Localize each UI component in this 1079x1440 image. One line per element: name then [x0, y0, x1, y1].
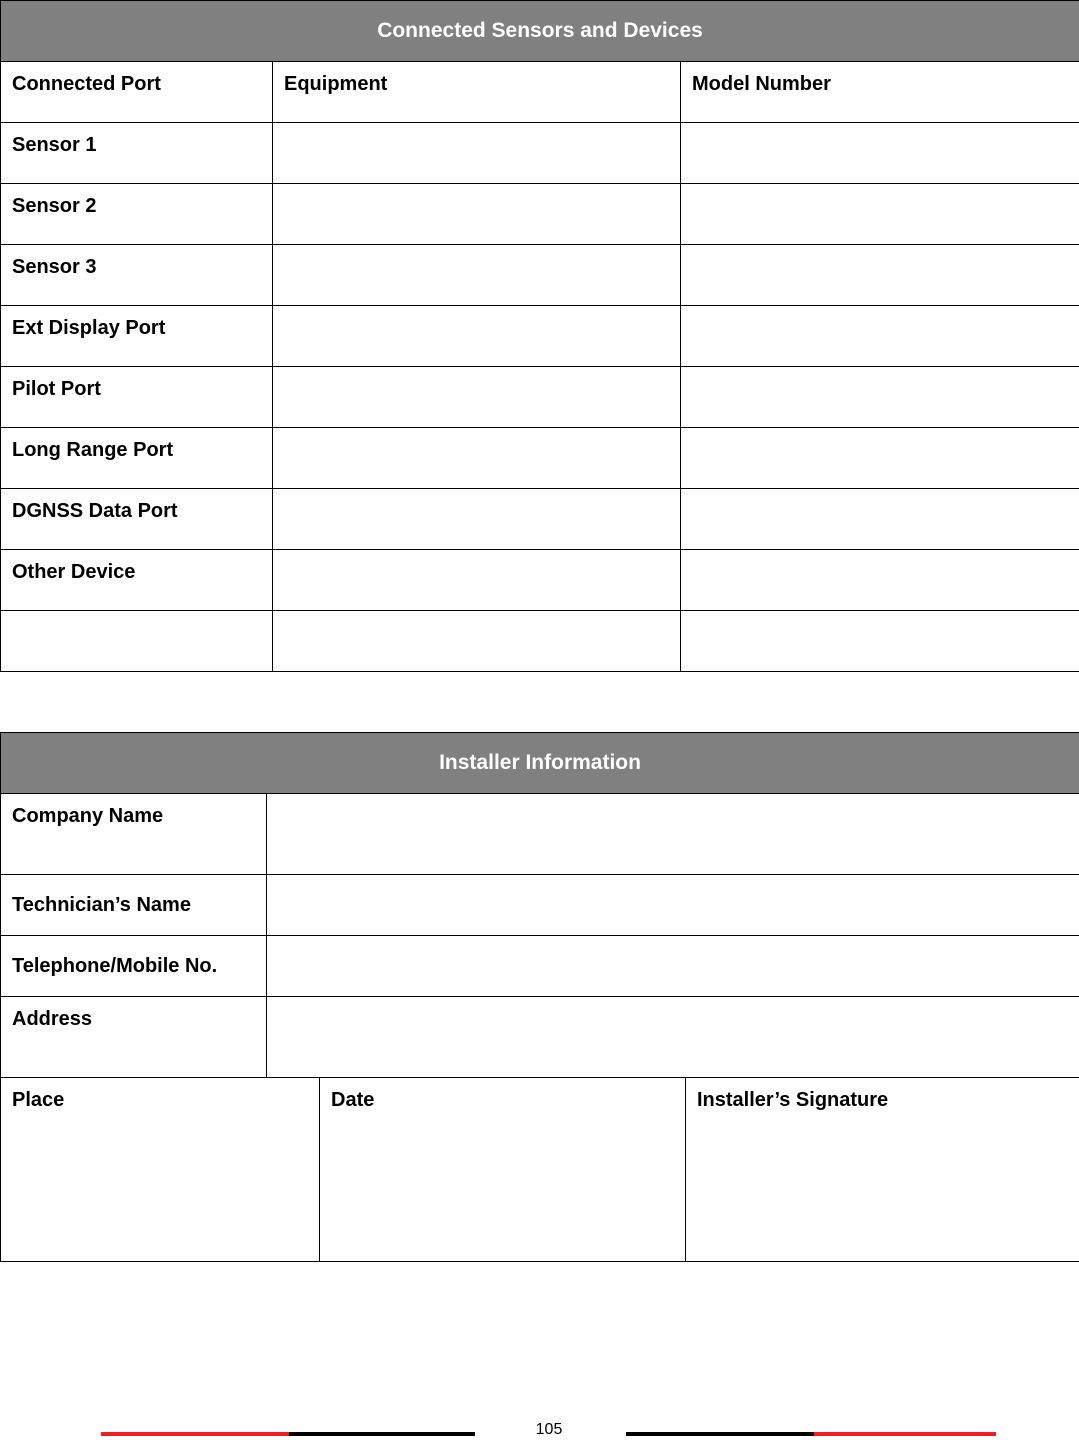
company-name-label: Company Name: [1, 794, 267, 875]
telephone-row: [1, 936, 1079, 997]
table-row: [1, 489, 1079, 550]
model-number-field[interactable]: [681, 184, 1079, 245]
table-row: [1, 367, 1079, 428]
table-row: [1, 550, 1079, 611]
footer-accent-bar-left-black: [289, 1432, 475, 1436]
column-header-connected-port: Connected Port: [1, 62, 273, 123]
technician-row: [1, 875, 1079, 936]
table-title-row: [1, 1, 1079, 62]
port-label: Ext Display Port: [1, 306, 273, 367]
model-number-field[interactable]: [681, 428, 1079, 489]
equipment-field[interactable]: [273, 306, 681, 367]
connected-sensors-table: [0, 0, 1079, 672]
equipment-field[interactable]: [273, 123, 681, 184]
date-field[interactable]: Date: [320, 1078, 686, 1262]
table-header-row: [1, 62, 1079, 123]
signoff-row: [1, 1078, 1079, 1262]
table-title: Installer Information: [1, 733, 1079, 794]
port-label: Sensor 3: [1, 245, 273, 306]
table-row: [1, 184, 1079, 245]
address-row: [1, 997, 1079, 1078]
equipment-field[interactable]: [273, 184, 681, 245]
company-row: [1, 794, 1079, 875]
table-row: [1, 123, 1079, 184]
table-row: [1, 428, 1079, 489]
page-number: 105: [519, 1420, 579, 1440]
port-label: Pilot Port: [1, 367, 273, 428]
model-number-field[interactable]: [681, 367, 1079, 428]
port-label: Other Device: [1, 550, 273, 611]
port-label: Sensor 2: [1, 184, 273, 245]
table-row: [1, 611, 1079, 672]
equipment-field[interactable]: [273, 489, 681, 550]
page-footer: [0, 1420, 1079, 1439]
footer-accent-bar-right-black: [626, 1432, 814, 1436]
column-header-equipment: Equipment: [273, 62, 681, 123]
port-label: Sensor 1: [1, 123, 273, 184]
signature-field[interactable]: Installer’s Signature: [686, 1078, 1079, 1262]
telephone-label: Telephone/Mobile No.: [1, 936, 267, 997]
equipment-field[interactable]: [273, 550, 681, 611]
column-header-model-number: Model Number: [681, 62, 1079, 123]
footer-accent-bar-left-red: [101, 1432, 289, 1436]
place-field[interactable]: Place: [1, 1078, 320, 1262]
address-field[interactable]: [267, 997, 1079, 1078]
model-number-field[interactable]: [681, 611, 1079, 672]
footer-accent-bar-right-red: [814, 1432, 996, 1436]
model-number-field[interactable]: [681, 489, 1079, 550]
address-label: Address: [1, 997, 267, 1078]
equipment-field[interactable]: [273, 428, 681, 489]
technician-name-field[interactable]: [267, 875, 1079, 936]
table-row: [1, 306, 1079, 367]
port-label[interactable]: [1, 611, 273, 672]
model-number-field[interactable]: [681, 306, 1079, 367]
telephone-field[interactable]: [267, 936, 1079, 997]
technician-name-label: Technician’s Name: [1, 875, 267, 936]
port-label: DGNSS Data Port: [1, 489, 273, 550]
table-row: [1, 245, 1079, 306]
port-label: Long Range Port: [1, 428, 273, 489]
model-number-field[interactable]: [681, 123, 1079, 184]
company-name-field[interactable]: [267, 794, 1079, 875]
model-number-field[interactable]: [681, 550, 1079, 611]
model-number-field[interactable]: [681, 245, 1079, 306]
equipment-field[interactable]: [273, 245, 681, 306]
equipment-field[interactable]: [273, 611, 681, 672]
equipment-field[interactable]: [273, 367, 681, 428]
table-title: Connected Sensors and Devices: [1, 1, 1079, 62]
table-title-row: [1, 733, 1079, 794]
installer-information-table: [0, 732, 1079, 1262]
